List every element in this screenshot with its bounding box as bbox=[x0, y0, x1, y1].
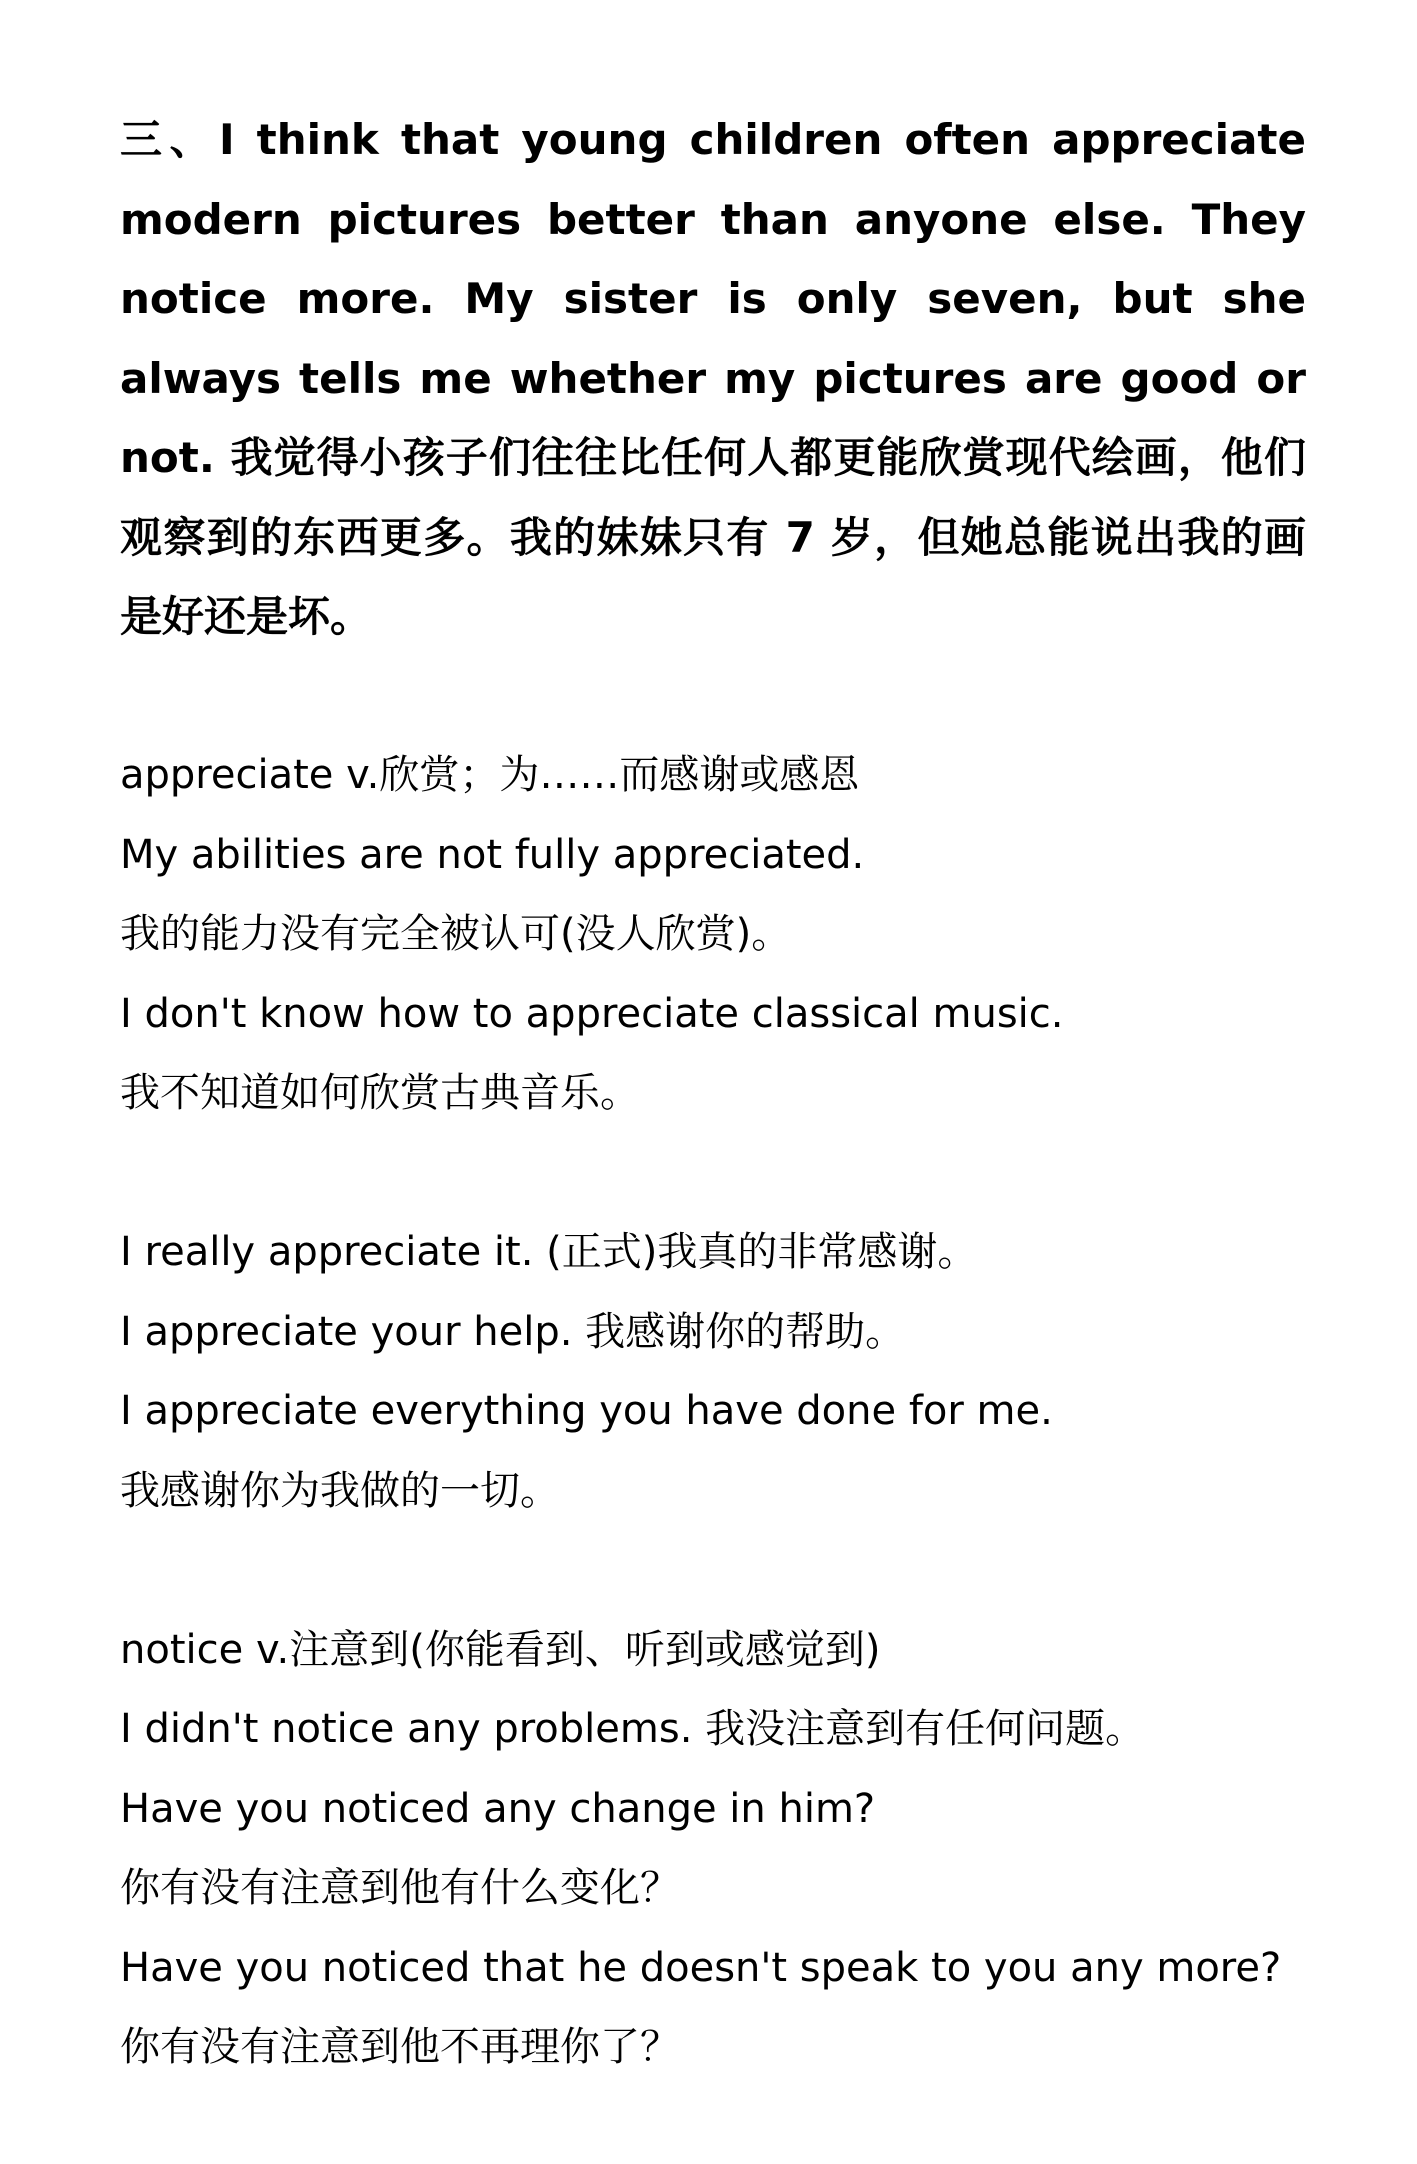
example-translation: 我的能力没有完全被认可(没人欣赏)。 bbox=[120, 911, 792, 957]
example-translation: 你有没有注意到他有什么变化？ bbox=[120, 1865, 680, 1911]
example-sentence: Have you noticed that he doesn't speak to you any more? bbox=[120, 1944, 1282, 1991]
intro-english: I think that young children often appreciate modern pictures better than anyone else. They notice more. My sister is only seven, but she always tells me whether my pictures are good or not. bbox=[120, 115, 1306, 482]
section-appreciate-meaning bbox=[120, 736, 1306, 1134]
section-gap bbox=[120, 1134, 1306, 1214]
example-sentence: I didn't notice any problems. 我没注意到有任何问题。 bbox=[120, 1706, 1146, 1752]
section-notice bbox=[120, 1611, 1306, 2088]
vocab-appreciate: appreciate v.欣赏；为……而感谢或感恩 bbox=[120, 752, 860, 798]
section-number: 三、 bbox=[120, 115, 219, 164]
section-gap bbox=[120, 1531, 1306, 1611]
example-translation: 我感谢你为我做的一切。 bbox=[120, 1467, 560, 1514]
example-sentence: I appreciate your help. 我感谢你的帮助。 bbox=[120, 1308, 906, 1355]
example-sentence: I really appreciate it. (正式)我真的非常感谢。 bbox=[120, 1229, 978, 1275]
example-translation: 我不知道如何欣赏古典音乐。 bbox=[120, 1070, 640, 1116]
example-translation: 你有没有注意到他不再理你了？ bbox=[120, 2024, 680, 2070]
example-sentence: I appreciate everything you have done for me. bbox=[120, 1388, 1053, 1434]
section-gap bbox=[120, 657, 1306, 737]
example-sentence: My abilities are not fully appreciated. bbox=[120, 831, 865, 878]
vocab-notice: notice v.注意到(你能看到、听到或感觉到) bbox=[120, 1626, 881, 1673]
section-appreciate-thanks bbox=[120, 1213, 1306, 1531]
document-page bbox=[120, 100, 1306, 2088]
intro-paragraph bbox=[120, 100, 1306, 657]
example-sentence: Have you noticed any change in him? bbox=[120, 1785, 876, 1832]
example-sentence: I don't know how to appreciate classical music. bbox=[120, 990, 1064, 1037]
intro-chinese: 我觉得小孩子们往往比任何人都更能欣赏现代绘画，他们观察到的东西更多。我的妹妹只有 7 岁，但她总能说出我的画是好还是坏。 bbox=[120, 433, 1306, 641]
